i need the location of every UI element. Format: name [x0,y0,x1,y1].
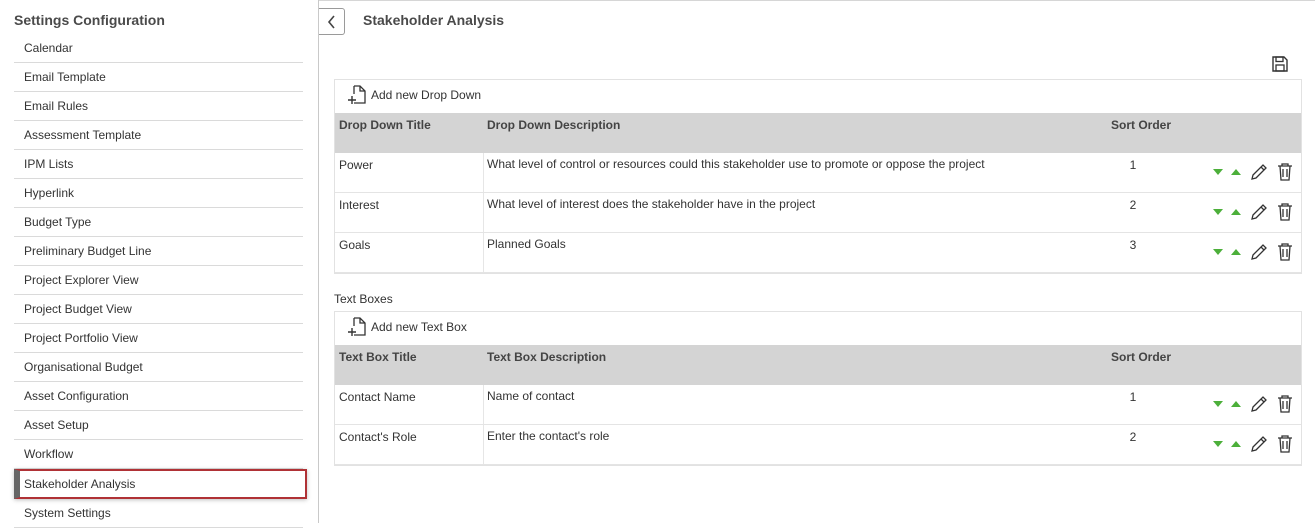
dropdown-panel [334,79,1302,274]
row-title: Contact's Role [339,430,417,444]
row-sort-order: 1 [1129,158,1137,172]
sidebar-item-system-settings[interactable]: System Settings [14,499,303,528]
add-dropdown-button[interactable] [347,84,481,106]
row-description [483,233,566,272]
arrow-up-icon[interactable] [1227,203,1245,221]
row-description [483,153,985,192]
arrow-down-icon[interactable] [1209,163,1227,181]
row-actions [1209,433,1297,455]
add-document-icon [347,84,367,106]
row-description [483,425,609,464]
add-textbox-label: Add new Text Box [371,320,467,334]
pencil-icon[interactable] [1247,161,1271,183]
row-actions [1209,393,1297,415]
sidebar-item-hyperlink[interactable]: Hyperlink [14,179,303,208]
sidebar-item-email-rules[interactable]: Email Rules [14,92,303,121]
row-description-text: Planned Goals [487,237,566,251]
row-title: Goals [339,238,371,252]
sidebar-item-budget-type[interactable]: Budget Type [14,208,303,237]
table-row [335,193,1301,233]
settings-menu [14,34,303,528]
row-sort-order: 2 [1129,198,1137,212]
pencil-icon[interactable] [1247,201,1271,223]
arrow-up-icon[interactable] [1227,435,1245,453]
arrow-down-icon[interactable] [1209,243,1227,261]
row-description [483,385,574,424]
row-sort-order: 2 [1129,430,1137,444]
pencil-icon[interactable] [1247,241,1271,263]
arrow-down-icon[interactable] [1209,435,1227,453]
sidebar-item-asset-setup[interactable]: Asset Setup [14,411,303,440]
sidebar-item-organisational-budget[interactable]: Organisational Budget [14,353,303,382]
save-button[interactable] [1270,54,1290,74]
page-title: Stakeholder Analysis [363,12,505,28]
add-dropdown-label: Add new Drop Down [371,88,482,102]
row-description-text: What level of interest does the stakeholder have in the project [487,197,816,211]
sidebar-item-workflow[interactable]: Workflow [14,440,303,469]
trash-icon[interactable] [1273,241,1297,263]
table-row [335,385,1301,425]
sidebar-item-asset-configuration[interactable]: Asset Configuration [14,382,303,411]
textbox-table-header [335,345,1301,385]
sidebar-item-project-portfolio-view[interactable]: Project Portfolio View [14,324,303,353]
row-actions [1209,201,1297,223]
trash-icon[interactable] [1273,201,1297,223]
column-header-sort-order[interactable]: Sort Order [1110,350,1171,364]
arrow-up-icon[interactable] [1227,395,1245,413]
table-row [335,153,1301,193]
row-sort-order: 1 [1129,390,1137,404]
chevron-left-icon [326,15,338,29]
sidebar-title: Settings Configuration [14,12,165,28]
table-row [335,233,1301,273]
column-header-title[interactable]: Drop Down Title [339,118,431,132]
column-header-title[interactable]: Text Box Title [339,350,417,364]
sidebar-item-email-template[interactable]: Email Template [14,63,303,92]
arrow-up-icon[interactable] [1227,163,1245,181]
column-header-description[interactable]: Text Box Description [487,350,607,364]
row-actions [1209,241,1297,263]
trash-icon[interactable] [1273,393,1297,415]
table-row [335,425,1301,465]
sidebar-item-preliminary-budget-line[interactable]: Preliminary Budget Line [14,237,303,266]
column-header-sort-order[interactable]: Sort Order [1110,118,1171,132]
row-title: Contact Name [339,390,416,404]
sidebar-item-calendar[interactable]: Calendar [14,34,303,63]
row-title: Power [339,158,374,172]
column-header-description[interactable]: Drop Down Description [487,118,621,132]
row-actions [1209,161,1297,183]
row-description-text: Name of contact [487,389,575,403]
row-sort-order: 3 [1129,238,1137,252]
settings-sidebar [0,0,319,523]
arrow-down-icon[interactable] [1209,395,1227,413]
sidebar-item-ipm-lists[interactable]: IPM Lists [14,150,303,179]
dropdown-table-header [335,113,1301,153]
add-document-icon [347,316,367,338]
textbox-panel [334,311,1302,466]
text-boxes-section-label: Text Boxes [334,292,393,306]
row-description-text: What level of control or resources could this stakeholder use to promote or oppose the project [487,157,985,171]
pencil-icon[interactable] [1247,393,1271,415]
floppy-disk-icon [1270,54,1290,74]
sidebar-item-stakeholder-analysis[interactable]: Stakeholder Analysis [14,469,307,499]
row-description-text: Enter the contact's role [487,429,610,443]
sidebar-item-project-explorer-view[interactable]: Project Explorer View [14,266,303,295]
row-description [483,193,815,232]
sidebar-item-project-budget-view[interactable]: Project Budget View [14,295,303,324]
trash-icon[interactable] [1273,433,1297,455]
row-title: Interest [339,198,380,212]
arrow-down-icon[interactable] [1209,203,1227,221]
trash-icon[interactable] [1273,161,1297,183]
sidebar-item-assessment-template[interactable]: Assessment Template [14,121,303,150]
back-button[interactable] [319,8,345,35]
add-textbox-button[interactable] [347,316,467,338]
arrow-up-icon[interactable] [1227,243,1245,261]
pencil-icon[interactable] [1247,433,1271,455]
